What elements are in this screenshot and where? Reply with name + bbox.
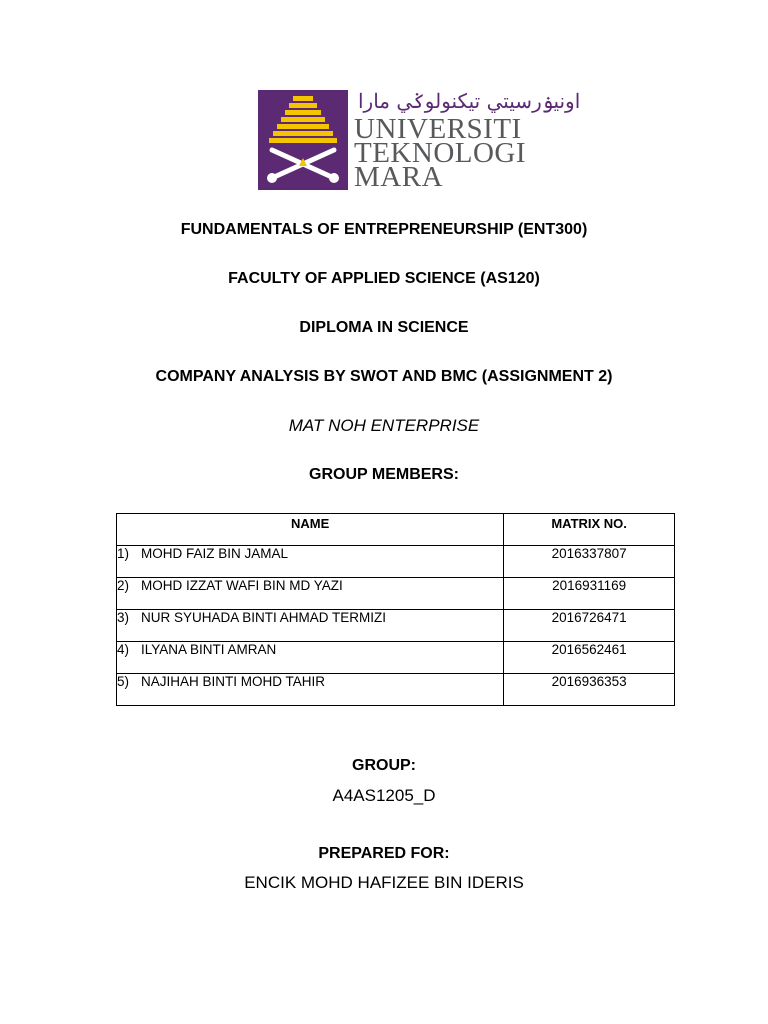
table-row [117, 674, 675, 706]
matrix-header: MATRIX NO. [504, 514, 675, 546]
member-matrix: 2016936353 [504, 674, 675, 706]
logo-word-teknologi: TEKNOLOGI [354, 137, 527, 169]
table-row [117, 642, 675, 674]
logo-jawi-text: اونيۏرسيتي تيکنولوݢي مارا [358, 89, 581, 113]
logo-word-mara: MARA [354, 161, 444, 193]
member-name-cell [117, 546, 504, 578]
table-row [117, 578, 675, 610]
row-number: 4) [117, 642, 130, 657]
assignment-title: COMPANY ANALYSIS BY SWOT AND BMC (ASSIGNMENT 2) [155, 368, 613, 385]
member-name-cell [117, 642, 504, 674]
table-row [117, 610, 675, 642]
member-name-cell [117, 610, 504, 642]
member-name-cell [117, 674, 504, 706]
uitm-emblem-icon [258, 90, 348, 190]
uitm-logo [258, 89, 581, 193]
row-number: 3) [117, 610, 130, 625]
members-table [116, 513, 675, 706]
table-row [117, 546, 675, 578]
logo-word-universiti: UNIVERSITI [354, 113, 522, 145]
table-header-row [117, 514, 675, 546]
row-number: 1) [117, 546, 130, 561]
group-label: GROUP: [352, 757, 416, 774]
name-header: NAME [117, 514, 504, 546]
member-matrix: 2016726471 [504, 610, 675, 642]
member-name: MOHD FAIZ BIN JAMAL [141, 546, 289, 561]
member-name: NAJIHAH BINTI MOHD TAHIR [141, 674, 326, 689]
group-value: A4AS1205_D [332, 786, 436, 805]
row-number: 5) [117, 674, 130, 689]
programme-title: DIPLOMA IN SCIENCE [299, 319, 469, 336]
prepared-label: PREPARED FOR: [318, 845, 450, 862]
member-matrix: 2016562461 [504, 642, 675, 674]
member-name: NUR SYUHADA BINTI AHMAD TERMIZI [141, 610, 387, 625]
company-name: MAT NOH ENTERPRISE [288, 416, 480, 435]
member-name-cell [117, 578, 504, 610]
member-matrix: 2016337807 [504, 546, 675, 578]
member-name: MOHD IZZAT WAFI BIN MD YAZI [141, 578, 343, 593]
members-heading: GROUP MEMBERS: [309, 466, 459, 483]
member-matrix: 2016931169 [504, 578, 675, 610]
course-title: FUNDAMENTALS OF ENTREPRENEURSHIP (ENT300) [180, 221, 588, 238]
faculty-title: FACULTY OF APPLIED SCIENCE (AS120) [228, 270, 540, 287]
row-number: 2) [117, 578, 130, 593]
member-name: ILYANA BINTI AMRAN [141, 642, 277, 657]
prepared-value: ENCIK MOHD HAFIZEE BIN IDERIS [244, 873, 524, 892]
